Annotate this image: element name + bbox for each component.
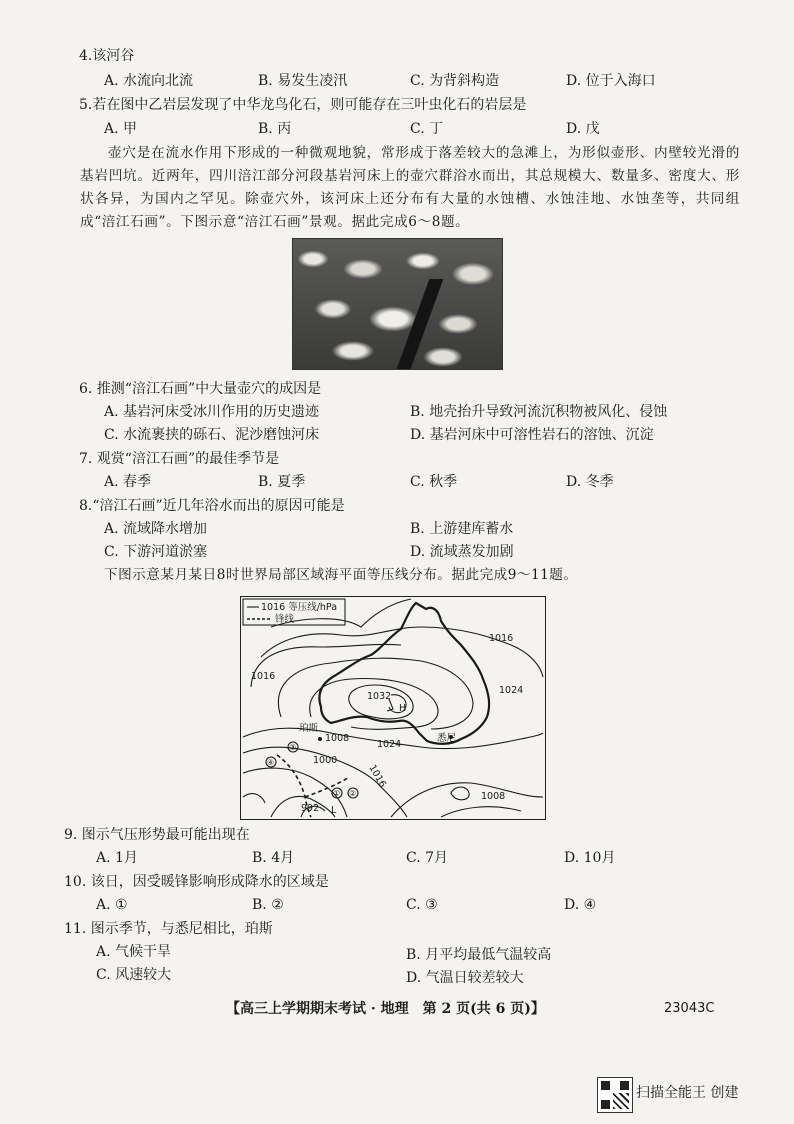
q8-option-c: C. 下游河道淤塞 bbox=[104, 544, 208, 560]
isobar-curve bbox=[441, 807, 521, 817]
q8-option-a: A. 流域降水增加 bbox=[104, 521, 208, 537]
q7-option-c: C. 秋季 bbox=[410, 474, 458, 490]
q9-stem: 9. 图示气压形势最可能出现在 bbox=[64, 827, 250, 843]
label-sydney: 悉尼 bbox=[437, 733, 457, 744]
passage-pothole: 壶穴是在流水作用下形成的一种微观地貌，常形成于落差较大的急滩上，为形似壶形、内壁较光滑的基岩凹坑。近两年，四川涪江部分河段基岩河床上的壶穴群浴水而出，其总规模大、数量多、密度大、形状各异，为国内之罕见。除壶穴外，该河床上还分布有大量的水蚀槽、水蚀洼地、水蚀垄等，共同组成“涪江石画”。下图示意“涪江石画”景观。据此完成6～8题。 bbox=[80, 145, 740, 230]
marker-3: ③ bbox=[289, 743, 297, 752]
q8-option-d: D. 流域蒸发加剧 bbox=[410, 544, 514, 560]
label-1008-b: 1008 bbox=[481, 791, 506, 802]
isobar-map bbox=[240, 596, 546, 820]
label-perth: 珀斯 bbox=[299, 723, 319, 734]
q6-option-b: B. 地壳抬升导致河流沉积物被风化、侵蚀 bbox=[410, 404, 668, 420]
q7-stem: 7. 观赏“涪江石画”的最佳季节是 bbox=[79, 451, 280, 467]
q6-option-d: D. 基岩河床中可溶性岩石的溶蚀、沉淀 bbox=[410, 427, 654, 443]
legend-isobar-label: 1016 等压线/hPa bbox=[261, 602, 338, 613]
q4-option-d: D. 位于入海口 bbox=[566, 73, 656, 89]
q6-option-a: A. 基岩河床受冰川作用的历史遗迹 bbox=[104, 404, 320, 420]
label-1000: 1000 bbox=[313, 755, 338, 766]
scanner-watermark: 扫描全能王 创建 bbox=[636, 1085, 739, 1101]
q4-option-b: B. 易发生凌汛 bbox=[258, 73, 348, 89]
q9-option-d: D. 10月 bbox=[564, 850, 616, 866]
q8-stem: 8.“涪江石画”近几年浴水而出的原因可能是 bbox=[79, 498, 345, 514]
q5-option-d: D. 戊 bbox=[566, 121, 600, 137]
label-992: 992 bbox=[301, 803, 320, 814]
q9-option-a: A. 1月 bbox=[96, 850, 138, 866]
label-1016-c: 1016 bbox=[366, 763, 389, 790]
marker-4: ④ bbox=[267, 758, 275, 767]
q10-option-d: D. ④ bbox=[564, 897, 597, 913]
footer-code: 23043C bbox=[664, 1001, 715, 1016]
isobar-map-svg bbox=[241, 597, 545, 819]
isobar-curve bbox=[243, 794, 265, 803]
q11-option-a: A. 气候干旱 bbox=[96, 944, 172, 960]
q6-option-c: C. 水流裹挟的砾石、泥沙磨蚀河床 bbox=[104, 427, 320, 443]
footer-title: 【高三上学期期末考试 · 地理 第 2 页(共 6 页)】 bbox=[226, 1001, 545, 1017]
q7-option-d: D. 冬季 bbox=[566, 474, 614, 490]
passage-isobar: 下图示意某月某日8时世界局部区域海平面等压线分布。据此完成9～11题。 bbox=[104, 567, 578, 583]
q5-stem: 5.若在图中乙岩层发现了中华龙鸟化石，则可能存在三叶虫化石的岩层是 bbox=[79, 97, 527, 113]
q7-option-b: B. 夏季 bbox=[258, 474, 306, 490]
q10-stem: 10. 该日，因受暖锋影响形成降水的区域是 bbox=[64, 874, 329, 890]
q10-option-a: A. ① bbox=[96, 897, 128, 913]
label-1024-b: 1024 bbox=[377, 739, 402, 750]
q4-option-c: C. 为背斜构造 bbox=[410, 73, 500, 89]
q11-option-c: C. 风速较大 bbox=[96, 967, 172, 983]
q10-option-b: B. ② bbox=[252, 897, 284, 913]
q4-stem: 4.该河谷 bbox=[79, 48, 135, 64]
q11-option-d: D. 气温日较差较大 bbox=[406, 970, 524, 986]
isobar-small-closed bbox=[451, 787, 469, 800]
q9-option-c: C. 7月 bbox=[406, 850, 449, 866]
label-1016-a: 1016 bbox=[489, 633, 514, 644]
label-1024-a: 1024 bbox=[499, 685, 524, 696]
q5-option-b: B. 丙 bbox=[258, 121, 292, 137]
label-1008-a: 1008 bbox=[325, 733, 350, 744]
q11-option-b: B. 月平均最低气温较高 bbox=[406, 947, 552, 963]
q5-option-c: C. 丁 bbox=[410, 121, 444, 137]
marker-1: ① bbox=[333, 789, 341, 798]
legend-front-label: 锋线 bbox=[275, 614, 295, 625]
fujiang-stone-painting-photo bbox=[292, 238, 503, 370]
label-high: H bbox=[399, 703, 407, 714]
label-1032: 1032 bbox=[367, 691, 392, 702]
q11-stem: 11. 图示季节，与悉尼相比，珀斯 bbox=[64, 921, 273, 937]
qr-code-icon bbox=[597, 1077, 633, 1113]
q8-option-b: B. 上游建库蓄水 bbox=[410, 521, 514, 537]
isobar-curve bbox=[391, 783, 543, 817]
perth-dot bbox=[318, 737, 322, 741]
q6-stem: 6. 推测“涪江石画”中大量壶穴的成因是 bbox=[79, 381, 322, 397]
q7-option-a: A. 春季 bbox=[104, 474, 152, 490]
q10-option-c: C. ③ bbox=[406, 897, 438, 913]
label-low: L bbox=[331, 805, 337, 816]
q9-option-b: B. 4月 bbox=[252, 850, 295, 866]
label-1016-b: 1016 bbox=[251, 671, 276, 682]
q4-option-a: A. 水流向北流 bbox=[104, 73, 194, 89]
marker-2: ② bbox=[349, 789, 357, 798]
q5-option-a: A. 甲 bbox=[104, 121, 138, 137]
